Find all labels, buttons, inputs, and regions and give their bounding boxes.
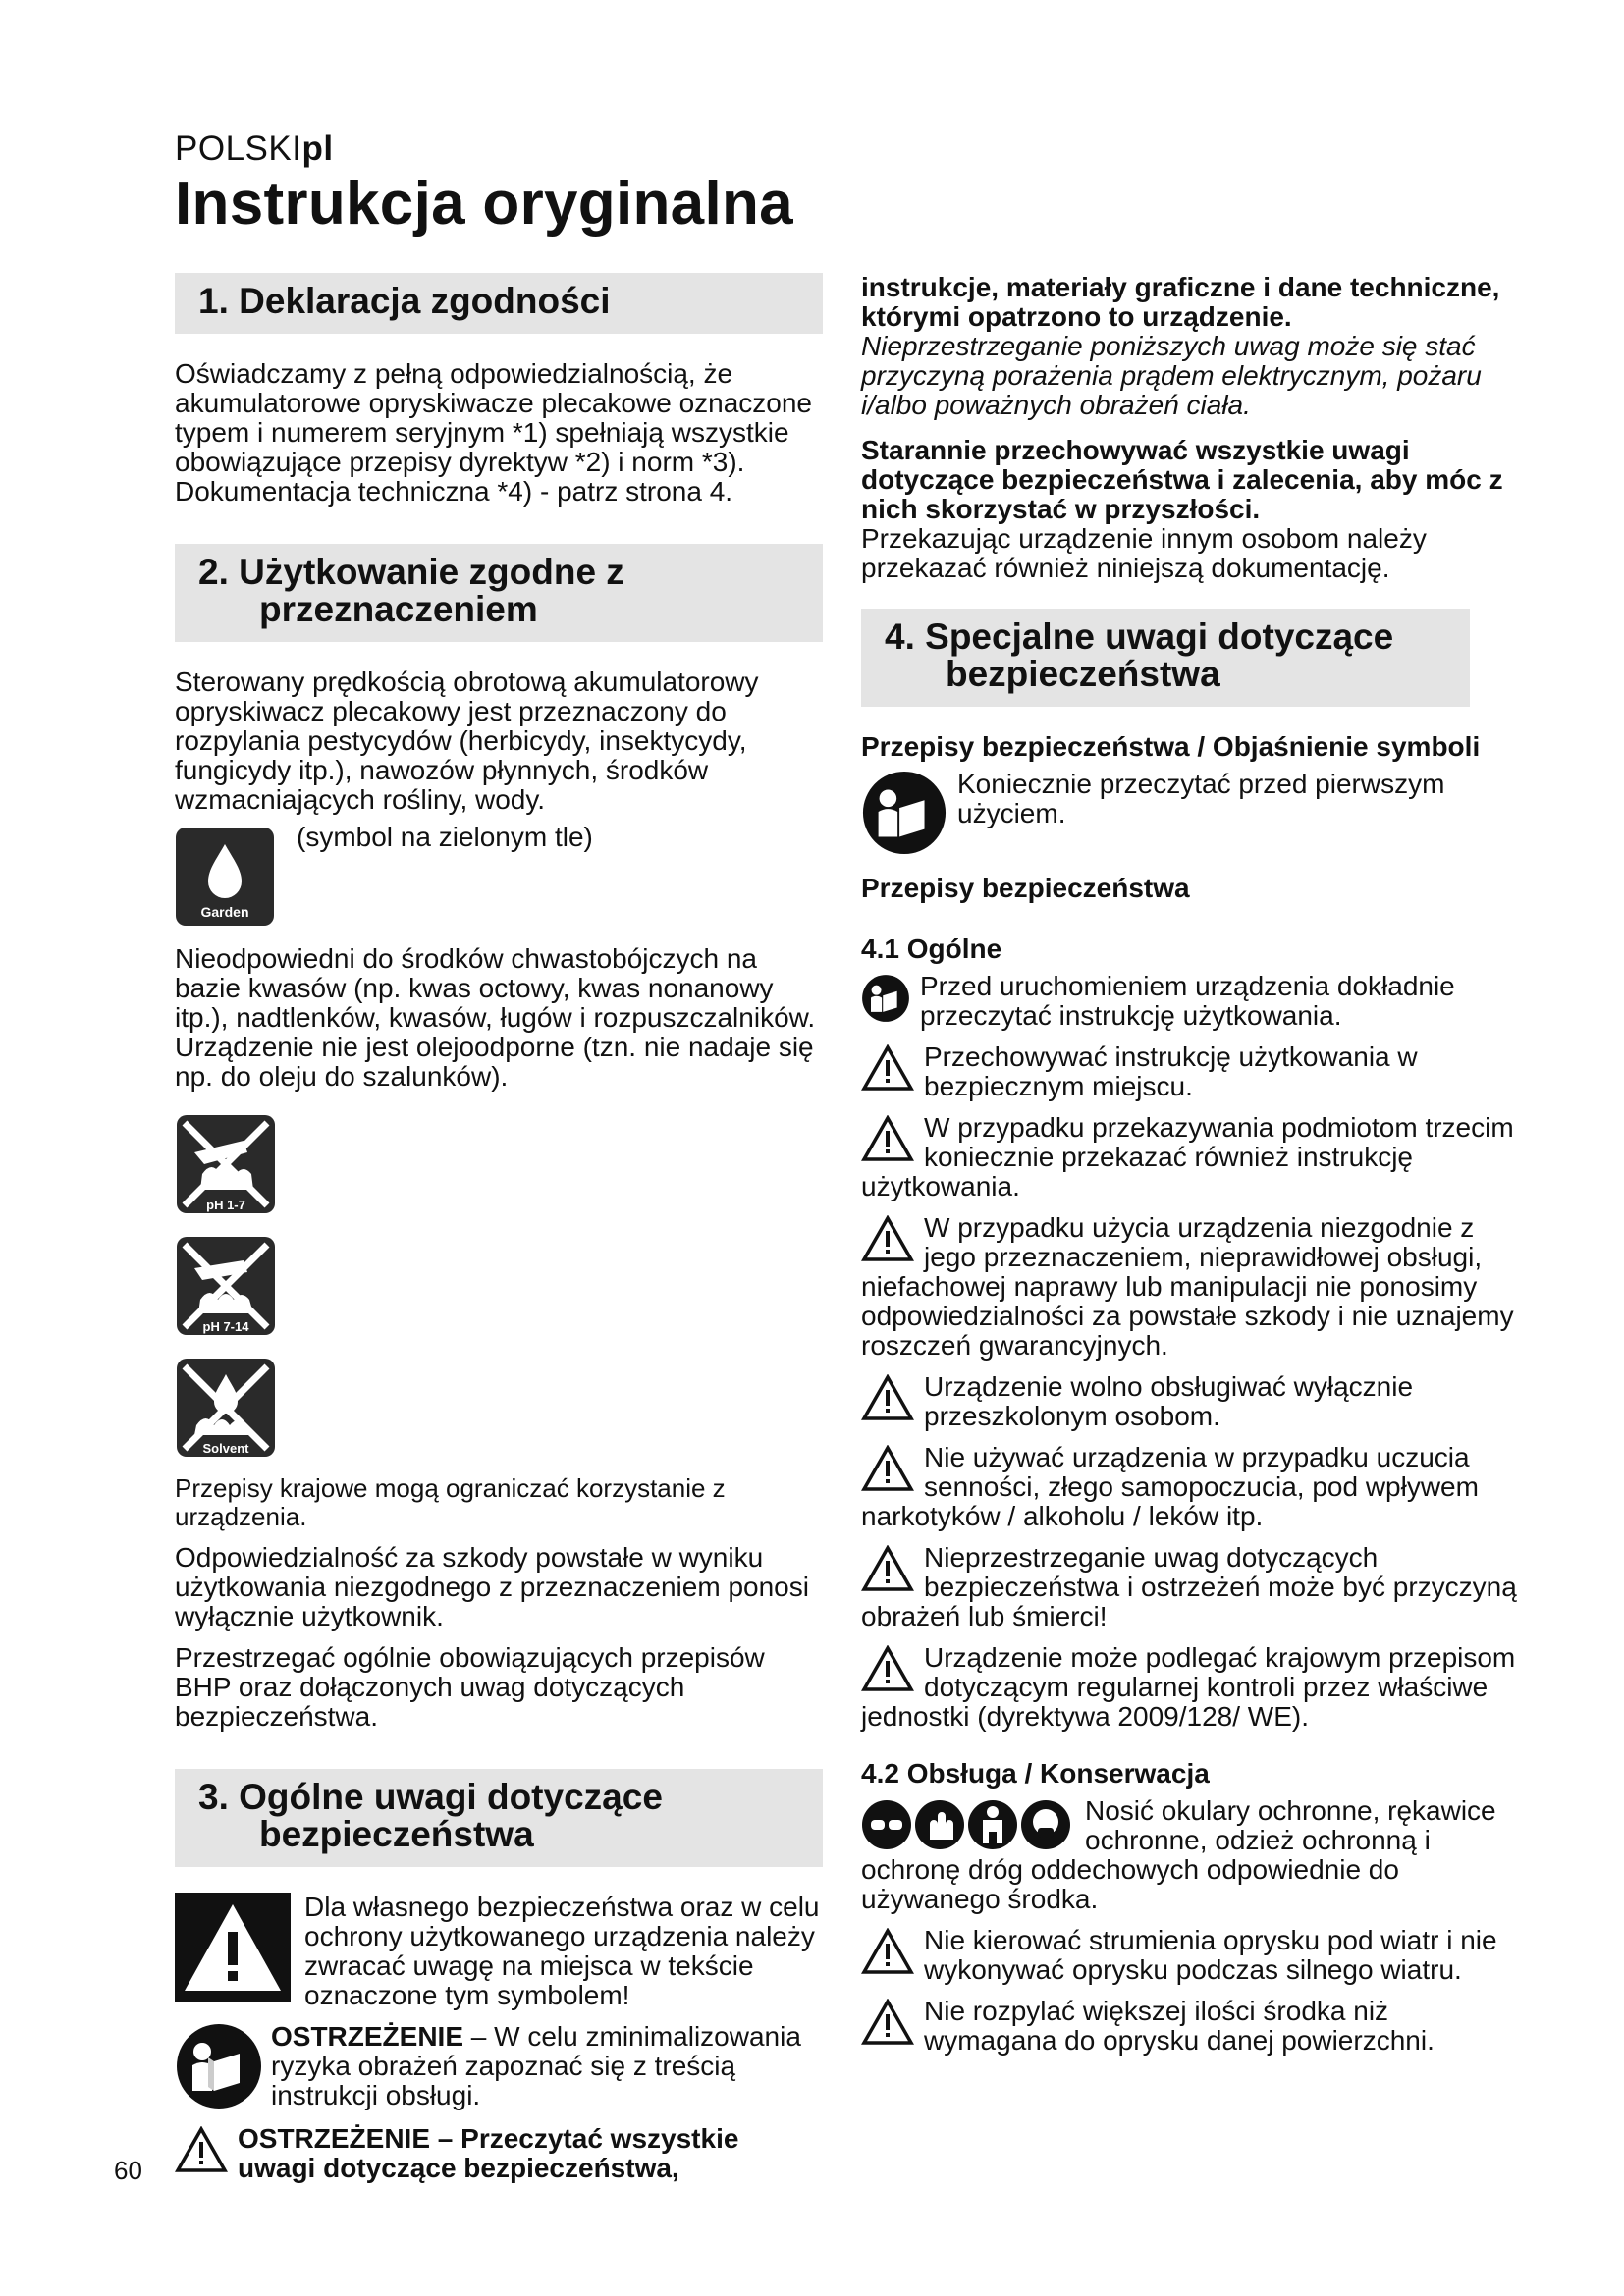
keep-notes-text: Starannie przechowywać wszystkie uwagi dotyczące bezpieczeństwa i zalecenia, aby móc z nich skorzystać w przyszłości. bbox=[861, 435, 1503, 524]
read-manual-icon bbox=[861, 974, 910, 1023]
symbol-note-text: Dla własnego bezpieczeństwa oraz w celu ochrony użytkowanego urządzenia należy zwracać uwagę na miejsca w tekście oznaczone tym symbolem! bbox=[304, 1892, 820, 2010]
national-rules-text: Przepisy krajowe mogą ograniczać korzystanie z urządzenia. bbox=[175, 1473, 726, 1531]
ph-1-7-label: pH 1-7 bbox=[206, 1198, 245, 1212]
liability-text: Odpowiedzialność za szkody powstałe w wyniku użytkowania niezgodnego z przeznaczeniem ponosi wyłącznie użytkownik. bbox=[175, 1542, 809, 1631]
solvent-label: Solvent bbox=[202, 1441, 249, 1456]
declaration-text: Oświadczamy z pełną odpowiedzialnością, że akumulatorowe opryskiwacze plecakowe oznaczone typem i numerem seryjnym *1) spełniają wszystkie obowiązujące przepisy dyrektyw *2) i norm *3). Dokumentacja techniczna *4) - patrz strona 4. bbox=[175, 358, 813, 507]
intended-use-text: Sterowany prędkością obrotową akumulatorowy opryskiwacz plecakowy jest przeznaczony do rozpylania pestycydów (herbicydy, insektycydy, fungicydy itp.), nawozów płynnych, środków wzmacniających rośliny, wody. bbox=[175, 667, 759, 815]
section-1-heading: 1. Deklaracja zgodności bbox=[175, 273, 823, 334]
rules-heading: Przepisy bezpieczeństwa bbox=[861, 873, 1190, 903]
general-item-5: Urządzenie wolno obsługiwać wyłącznie przeszkolonym osobom. bbox=[861, 1372, 1529, 1431]
warning-triangle-icon bbox=[175, 2126, 228, 2173]
general-heading: 4.1 Ogólne bbox=[861, 934, 1002, 964]
continued-text: instrukcje, materiały graficzne i dane techniczne, którymi opatrzono to urządzenie. bbox=[861, 272, 1500, 332]
garden-drop-icon bbox=[175, 827, 275, 927]
section-4-heading: 4. Specjalne uwagi dotyczące bezpieczeństwa bbox=[861, 609, 1470, 707]
oil-text: Urządzenie nie jest olejoodporne (tzn. nie nadaje się np. do oleju do szalunków). bbox=[175, 1032, 814, 1092]
operation-item-1: Nosić okulary ochronne, rękawice ochronne, odzież ochronną i ochronę dróg oddechowych odpowiednie do używanego środka. bbox=[861, 1795, 1496, 1914]
operation-item-2: Nie kierować strumienia oprysku pod wiatr i nie wykonywać oprysku podczas silnego wiatru. bbox=[861, 1926, 1529, 1985]
operation-item-3: Nie rozpylać większej ilości środka niż wymagana do oprysku danej powierzchni. bbox=[861, 1997, 1529, 2056]
section-2-heading: 2. Użytkowanie zgodne z przeznaczeniem bbox=[175, 544, 823, 642]
warning-sign-icon bbox=[175, 1893, 291, 2002]
left-column bbox=[175, 273, 823, 2195]
warning-triangle-icon bbox=[861, 1115, 914, 1162]
no-acid-ph-1-7-icon bbox=[175, 1113, 277, 1215]
right-column bbox=[861, 273, 1529, 2067]
prohibited-icons bbox=[175, 1113, 823, 1459]
warning-triangle-icon bbox=[861, 1374, 914, 1421]
general-item-3: W przypadku przekazywania podmiotom trzecim koniecznie przekazać również instrukcję użytkowania. bbox=[861, 1112, 1514, 1201]
section-3-heading: 3. Ogólne uwagi dotyczące bezpieczeństwa bbox=[175, 1769, 823, 1867]
warning-triangle-icon bbox=[861, 1044, 914, 1092]
ppe-icons bbox=[861, 1798, 1077, 1851]
read-manual-icon bbox=[861, 770, 947, 856]
warning-read-all: OSTRZEŻENIE – Przeczytać wszystkie uwagi dotyczące bezpieczeństwa, bbox=[175, 2124, 823, 2183]
general-item-2: Przechowywać instrukcję użytkowania w bezpiecznym miejscu. bbox=[861, 1042, 1529, 1101]
bhp-text: Przestrzegać ogólnie obowiązujących przepisów BHP oraz dołączonych uwag dotyczących bezpieczeństwa. bbox=[175, 1642, 765, 1732]
no-solvent-icon bbox=[175, 1357, 277, 1459]
general-item-1: Przed uruchomieniem urządzenia dokładnie przeczytać instrukcję użytkowania. bbox=[861, 972, 1529, 1031]
warning-triangle-icon bbox=[861, 1645, 914, 1692]
general-item-7: Nieprzestrzeganie uwag dotyczących bezpieczeństwa i ostrzeżeń może być przyczyną obrażeń lub śmierci! bbox=[861, 1542, 1517, 1631]
warning-triangle-icon bbox=[861, 1545, 914, 1592]
handover-text: Przekazując urządzenie innym osobom należy przekazać również niniejszą dokumentację. bbox=[861, 523, 1427, 583]
general-item-8: Urządzenie może podlegać krajowym przepisom dotyczącym regularnej kontroli przez właściwe jednostki (dyrektywa 2009/128/ WE). bbox=[861, 1642, 1516, 1732]
operation-heading: 4.2 Obsługa / Konserwacja bbox=[861, 1758, 1210, 1789]
warning-triangle-icon bbox=[861, 1445, 914, 1492]
consequence-text: Nieprzestrzeganie poniższych uwag może się stać przyczyną porażenia prądem elektrycznym, pożaru i/albo poważnych obrażeń ciała. bbox=[861, 331, 1482, 420]
general-item-6: Nie używać urządzenia w przypadku uczucia senności, złego samopoczucia, pod wpływem narkotyków / alkoholu / leków itp. bbox=[861, 1442, 1479, 1531]
general-item-4: W przypadku użycia urządzenia niezgodnie z jego przeznaczeniem, nieprawidłowej obsługi, niefachowej naprawy lub manipulacji nie ponosimy odpowiedzialności za powstałe szkody i nie uznajemy roszczeń gwarancyjnych. bbox=[861, 1212, 1514, 1361]
language-label: POLSKIpl bbox=[175, 130, 334, 168]
garden-caption: (symbol na zielonym tle) bbox=[297, 822, 593, 852]
warning-triangle-icon bbox=[861, 1999, 914, 2046]
garden-label: Garden bbox=[200, 904, 249, 920]
no-alkali-ph-7-14-icon bbox=[175, 1235, 277, 1337]
warning-triangle-icon bbox=[861, 1928, 914, 1975]
page-number: 60 bbox=[114, 2156, 142, 2185]
symbols-heading: Przepisy bezpieczeństwa / Objaśnienie symboli bbox=[861, 731, 1481, 762]
unsuitable-text: Nieodpowiedni do środków chwastobójczych na bazie kwasów (np. kwas octowy, kwas nonanowy itp.), nadtlenków, kwasów, ługów i rozpuszczalników. bbox=[175, 943, 816, 1033]
ph-7-14-label: pH 7-14 bbox=[202, 1319, 249, 1334]
page-title: Instrukcja oryginalna bbox=[175, 170, 793, 238]
read-manual-icon bbox=[175, 2022, 263, 2110]
warning-read-text: OSTRZEŻENIE – W celu zminimalizowania ryzyka obrażeń zapoznać się z treścią instrukcji obsługi. bbox=[271, 2021, 801, 2110]
warning-triangle-icon bbox=[861, 1215, 914, 1262]
read-first-text: Koniecznie przeczytać przed pierwszym użyciem. bbox=[957, 769, 1445, 828]
